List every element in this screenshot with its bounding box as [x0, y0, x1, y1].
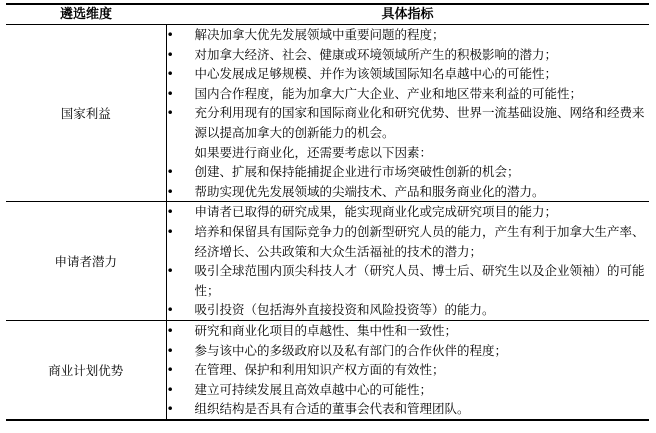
bullet-icon: •	[166, 27, 174, 42]
dimension-cell: 申请者潜力	[6, 202, 166, 321]
item-text: 吸引全球范围内顶尖科技人才（研究人员、博士后、研究生以及企业领袖）的可能性；	[194, 263, 645, 298]
bullet-icon: •	[166, 263, 174, 279]
item-text: 培养和保留具有国际竞争力的创新型研究人员的能力，产生有利于加拿大生产率、经济增长、公共政策和大众生活福祉的技术的潜力；	[194, 223, 645, 259]
list-item	[167, 103, 650, 142]
list-item	[167, 25, 650, 45]
item-text: 中心发展成足够规模、并作为该领域国际知名卓越中心的可能性；	[194, 66, 558, 82]
bullet-icon: •	[166, 183, 174, 199]
bullet-icon: •	[166, 381, 174, 397]
table-row	[6, 320, 649, 419]
item-text: 帮助实现优先发展领域的尖端技术、产品和服务商业化的潜力。	[194, 183, 545, 199]
list-item	[167, 45, 650, 65]
item-text: 充分利用现有的国家和国际商业化和研究优势、世界一流基础设施、网络和经费来源以提高加拿大的创新能力的机会。	[194, 105, 645, 140]
list-item	[167, 162, 650, 182]
dimension-cell: 商业计划优势	[6, 320, 166, 419]
item-text: 创建、扩展和保持能捕捉企业进行市场突破性创新的机会；	[194, 164, 520, 180]
bullet-icon: •	[166, 85, 174, 101]
list-item	[167, 84, 650, 104]
item-text: 解决加拿大优先发展领域中重要问题的程度；	[194, 27, 445, 42]
item-text: 建立可持续发展且高效卓越中心的可能性；	[194, 381, 433, 397]
bullet-icon: •	[166, 164, 174, 180]
list-item	[167, 380, 650, 400]
item-text: 吸引投资（包括海外直接投资和风险投资等）的能力。	[194, 302, 495, 318]
bullet-icon: •	[166, 401, 174, 417]
list-item	[167, 300, 650, 320]
bullet-icon: •	[166, 223, 174, 239]
bullet-icon: •	[166, 342, 174, 358]
table-header-row	[6, 4, 649, 25]
criteria-table	[6, 3, 649, 421]
item-text: 如果要进行商业化，还需要考虑以下因素：	[194, 144, 433, 160]
list-item	[167, 399, 650, 419]
bullet-icon: •	[166, 302, 174, 318]
bullet-icon: •	[166, 204, 174, 220]
list-item	[167, 261, 650, 300]
header-dimension: 遴选维度	[6, 4, 166, 25]
bullet-icon: •	[166, 66, 174, 82]
table-row	[6, 202, 649, 321]
list-item	[167, 321, 650, 341]
item-text: 国内合作程度，能为加拿大广大企业、产业和地区带来利益的可能性；	[194, 85, 583, 101]
item-text: 对加拿大经济、社会、健康或环境领域所产生的积极影响的潜力；	[194, 46, 558, 62]
list-item	[167, 341, 650, 361]
bullet-icon: •	[166, 105, 174, 121]
list-item	[167, 64, 650, 84]
item-text: 组织结构是否具有合适的董事会代表和管理团队。	[194, 401, 470, 417]
indicators-cell	[166, 25, 649, 202]
bullet-icon: •	[166, 362, 174, 378]
indicators-cell	[166, 320, 649, 419]
item-text: 申请者已取得的研究成果，能实现商业化或完成研究项目的能力；	[194, 204, 558, 220]
bullet-icon: •	[166, 46, 174, 62]
item-text: 研究和商业化项目的卓越性、集中性和一致性；	[194, 322, 458, 338]
note-text	[167, 143, 650, 163]
item-text: 在管理、保护和利用知识产权方面的有效性；	[194, 362, 445, 378]
item-text: 参与该中心的多级政府以及私有部门的合作伙伴的程度；	[194, 342, 508, 358]
list-item	[167, 222, 650, 261]
header-indicators: 具体指标	[166, 4, 649, 25]
list-item	[167, 202, 650, 222]
indicators-cell	[166, 202, 649, 321]
dimension-cell: 国家利益	[6, 25, 166, 202]
list-item	[167, 360, 650, 380]
list-item	[167, 182, 650, 202]
bullet-icon: •	[166, 322, 174, 338]
table-body	[6, 25, 649, 420]
table-row	[6, 25, 649, 202]
